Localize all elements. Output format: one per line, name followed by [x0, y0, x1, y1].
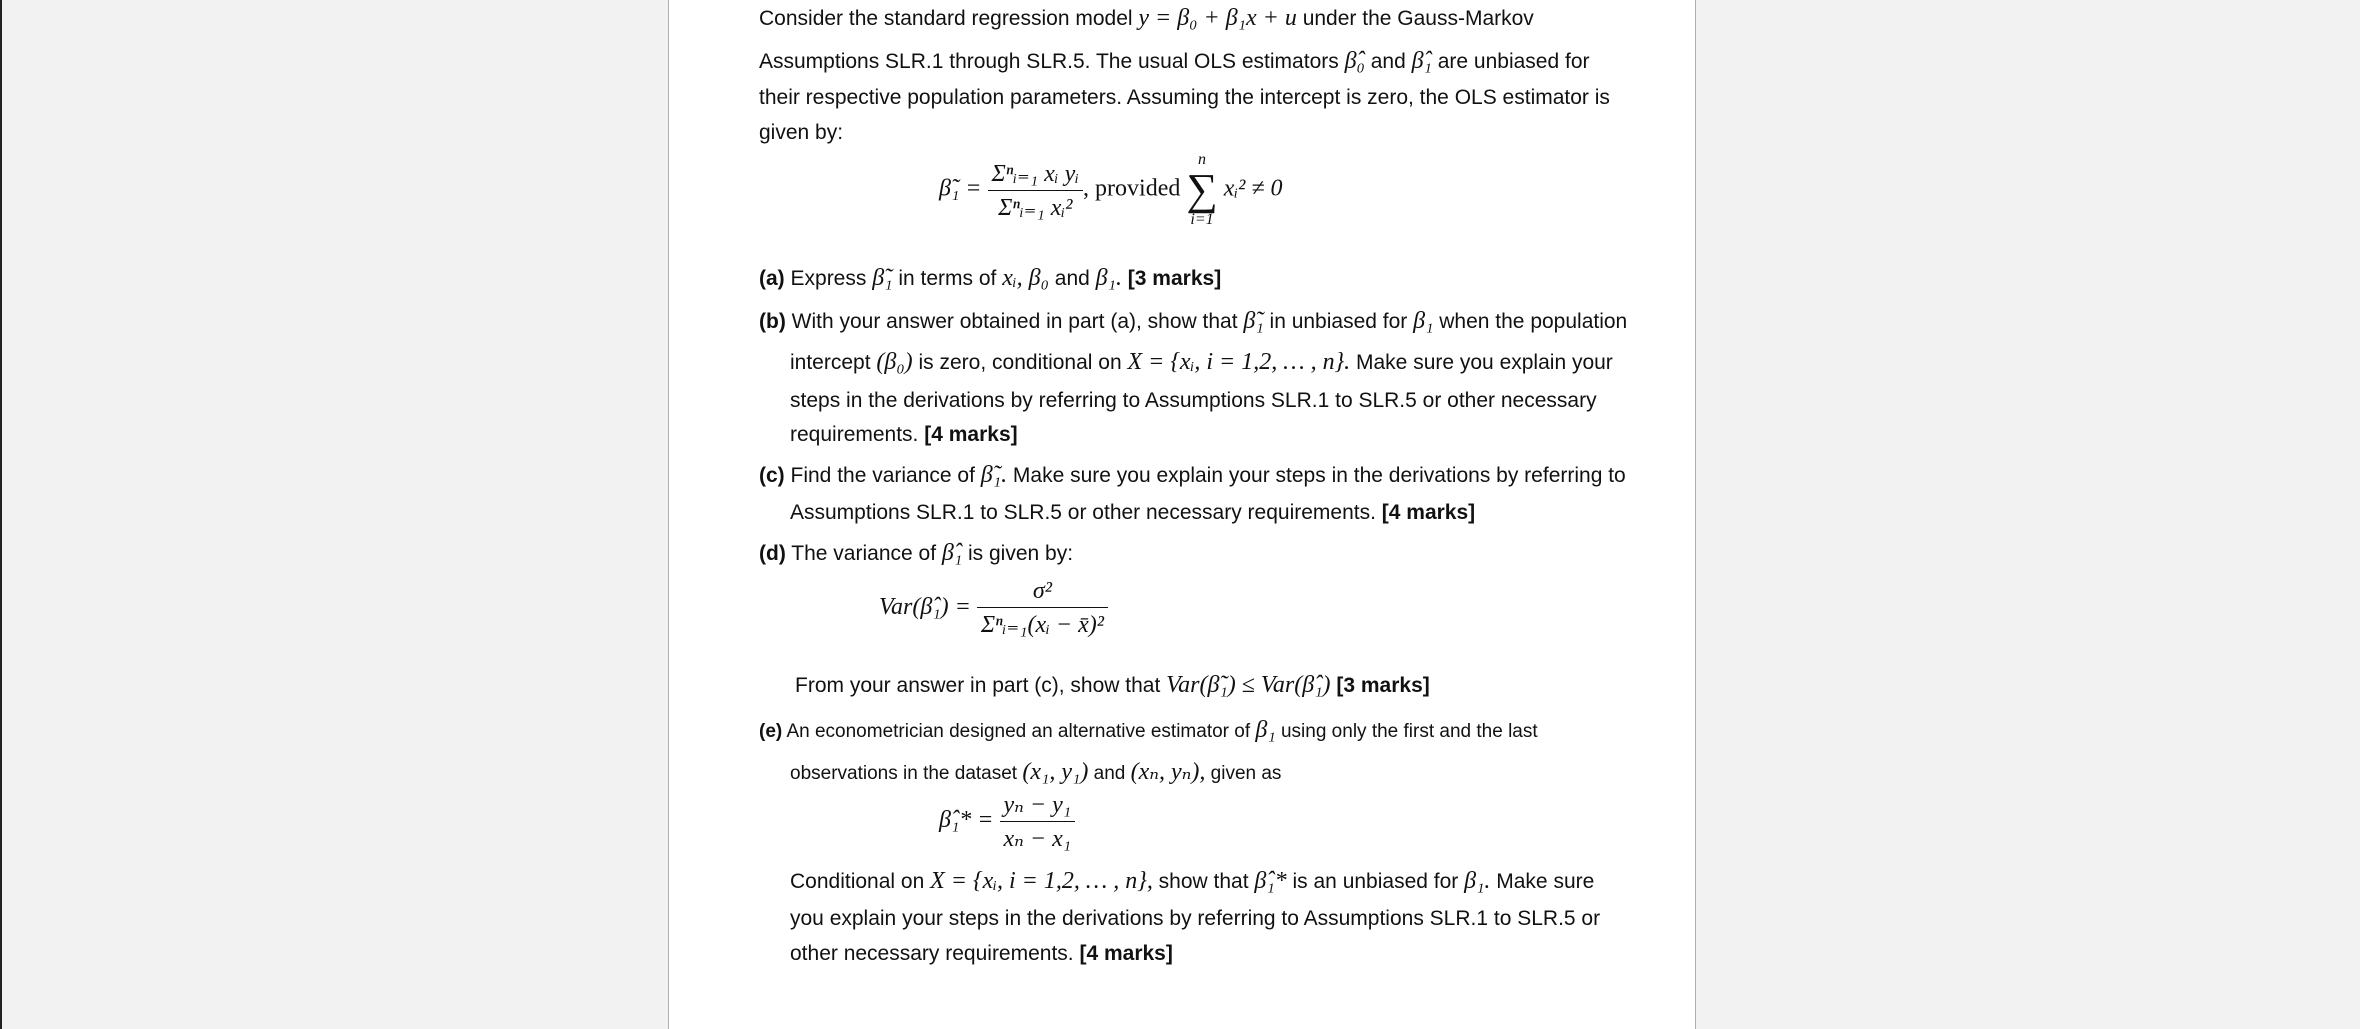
- part-e-text: Make sure: [1490, 870, 1595, 893]
- part-e-text: Conditional on: [790, 870, 931, 893]
- eq1-lhs: β̃₁ =: [939, 175, 982, 202]
- part-e-text: other necessary requirements.: [790, 942, 1080, 965]
- star-eq-numerator: yₙ − y₁: [1000, 790, 1076, 822]
- part-b-math: β̃₁: [1243, 308, 1264, 334]
- part-b-text: is zero, conditional on: [912, 351, 1128, 374]
- eq1-provided-text: , provided: [1083, 175, 1187, 202]
- part-e-line-1: [759, 716, 1538, 746]
- part-e-text: An econometrician designed an alternative estimator of: [782, 721, 1256, 742]
- regression-model-formula: y = β₀ + β₁x + u: [1138, 5, 1297, 31]
- part-e-text: and: [1088, 763, 1131, 784]
- part-e-line-4: you explain your steps in the derivations by referring to Assumptions SLR.1 to SLR.5 or: [790, 907, 1601, 930]
- part-e-text: observations in the dataset: [790, 763, 1023, 784]
- part-c-text: Make sure you explain your steps in the derivations by referring to: [1007, 464, 1626, 487]
- part-a-text: in terms of: [892, 267, 1003, 290]
- part-b-label: (b): [759, 310, 786, 333]
- beta1-tilde-equation: [939, 152, 1283, 228]
- star-eq-fraction: [1000, 790, 1076, 853]
- part-d-text: From your answer in part (c), show that: [795, 674, 1167, 697]
- part-e-text: using only the first and the last: [1275, 721, 1538, 742]
- part-b-math: (β₀): [876, 349, 913, 375]
- eq1-condition: xᵢ² ≠ 0: [1223, 175, 1283, 202]
- part-c-text: Find the variance of: [784, 464, 981, 487]
- part-b-line-2: [790, 348, 1613, 377]
- eq1-fraction: [988, 159, 1084, 222]
- left-edge-border: [0, 0, 2, 1029]
- part-a-label: (a): [759, 267, 785, 290]
- part-d-math: Var(β̃₁) ≤ Var(β̂₁): [1166, 672, 1331, 698]
- part-b-line-4: [790, 421, 1018, 449]
- part-a-text: Express: [784, 267, 873, 290]
- part-e-line-2: [790, 758, 1281, 788]
- part-b-text: intercept: [790, 351, 877, 374]
- part-e-line-5: [790, 940, 1173, 968]
- beta1-star-equation: [939, 790, 1075, 853]
- part-b-text: in unbiased for: [1263, 310, 1414, 333]
- part-e-line-3: [790, 867, 1594, 896]
- intro-line-1: [759, 4, 1534, 33]
- intro-text: Consider the standard regression model: [759, 7, 1139, 30]
- part-a-marks: [3 marks]: [1121, 267, 1222, 290]
- part-d-line-2: [795, 671, 1430, 700]
- part-e-math: X = {xᵢ, i = 1,2, … , n},: [930, 868, 1153, 894]
- part-c-line-1: [759, 461, 1626, 490]
- part-e-math: β₁.: [1464, 868, 1491, 894]
- part-b-text: Make sure you explain your: [1350, 351, 1613, 374]
- intro-line-2: [759, 47, 1590, 76]
- beta1-hat-symbol: β̂₁: [1411, 48, 1432, 74]
- part-d-label: (d): [759, 542, 786, 565]
- var-eq-lhs: Var(β̂₁) =: [879, 594, 971, 621]
- part-e-math: β₁: [1255, 717, 1276, 743]
- part-b-text: requirements.: [790, 423, 925, 446]
- part-e-label: (e): [759, 721, 783, 742]
- part-d-text: The variance of: [785, 542, 942, 565]
- part-b-marks: [4 marks]: [924, 423, 1018, 446]
- beta0-hat-symbol: β̂₀: [1344, 48, 1365, 74]
- part-d-line-1: [759, 539, 1073, 568]
- part-b-text: With your answer obtained in part (a), show that: [785, 310, 1244, 333]
- part-e-math: (x₁, y₁): [1022, 759, 1089, 785]
- sum-lower-limit: i=1: [1190, 211, 1214, 228]
- part-e-text: given as: [1205, 763, 1282, 784]
- intro-text: under the Gauss-Markov: [1296, 7, 1534, 30]
- var-eq-fraction: [977, 578, 1108, 639]
- intro-text: are unbiased for: [1431, 50, 1590, 73]
- part-b-line-1: [759, 307, 1627, 336]
- part-a-text: and: [1048, 267, 1096, 290]
- part-e-text: is an unbiased for: [1286, 870, 1465, 893]
- part-c-marks: [4 marks]: [1381, 501, 1476, 524]
- part-a: [759, 264, 1221, 293]
- eq1-denominator: Σⁿᵢ₌₁ xᵢ²: [998, 194, 1073, 221]
- eq1-numerator: Σⁿᵢ₌₁ xᵢ yᵢ: [988, 159, 1084, 191]
- part-b-line-3: steps in the derivations by referring to Assumptions SLR.1 to SLR.5 or other necessary: [790, 389, 1597, 412]
- part-c-math: β̃₁.: [980, 462, 1008, 488]
- part-c-line-2: [790, 499, 1475, 527]
- document-page: [668, 0, 1696, 1029]
- summation-symbol: [1186, 152, 1217, 228]
- sigma-glyph: ∑: [1186, 165, 1218, 214]
- part-b-text: when the population: [1433, 310, 1628, 333]
- part-d-text: is given by:: [962, 542, 1074, 565]
- part-e-math: β̂₁*: [1254, 868, 1287, 894]
- var-eq-numerator: σ²: [977, 578, 1108, 608]
- part-d-math: β̂₁: [941, 540, 963, 566]
- intro-text: and: [1364, 50, 1412, 73]
- sum-upper-limit: n: [1198, 151, 1207, 168]
- intro-line-3: their respective population parameters. Assuming the intercept is zero, the OLS estimator is: [759, 86, 1610, 109]
- part-d-marks: [3 marks]: [1330, 674, 1430, 697]
- variance-beta1-hat-equation: [879, 578, 1108, 639]
- part-e-math: (xₙ, yₙ),: [1130, 759, 1206, 785]
- part-a-math: xᵢ, β₀: [1002, 265, 1049, 291]
- part-b-math: β₁: [1413, 308, 1434, 334]
- var-eq-denominator: Σⁿᵢ₌₁(xᵢ − x̄)²: [980, 612, 1104, 638]
- part-e-marks: [4 marks]: [1079, 942, 1173, 965]
- part-c-label: (c): [759, 464, 785, 487]
- part-a-math: β₁.: [1095, 265, 1122, 291]
- star-eq-lhs: β̂₁* =: [939, 807, 994, 834]
- part-e-text: show that: [1152, 870, 1255, 893]
- intro-line-4: given by:: [759, 121, 844, 144]
- part-c-text: Assumptions SLR.1 to SLR.5 or other necessary requirements.: [790, 501, 1382, 524]
- intro-text: Assumptions SLR.1 through SLR.5. The usual OLS estimators: [759, 50, 1345, 73]
- part-a-math: β̃₁: [872, 265, 893, 291]
- part-b-math: X = {xᵢ, i = 1,2, … , n}.: [1127, 349, 1351, 375]
- star-eq-denominator: xₙ − x₁: [1003, 826, 1072, 852]
